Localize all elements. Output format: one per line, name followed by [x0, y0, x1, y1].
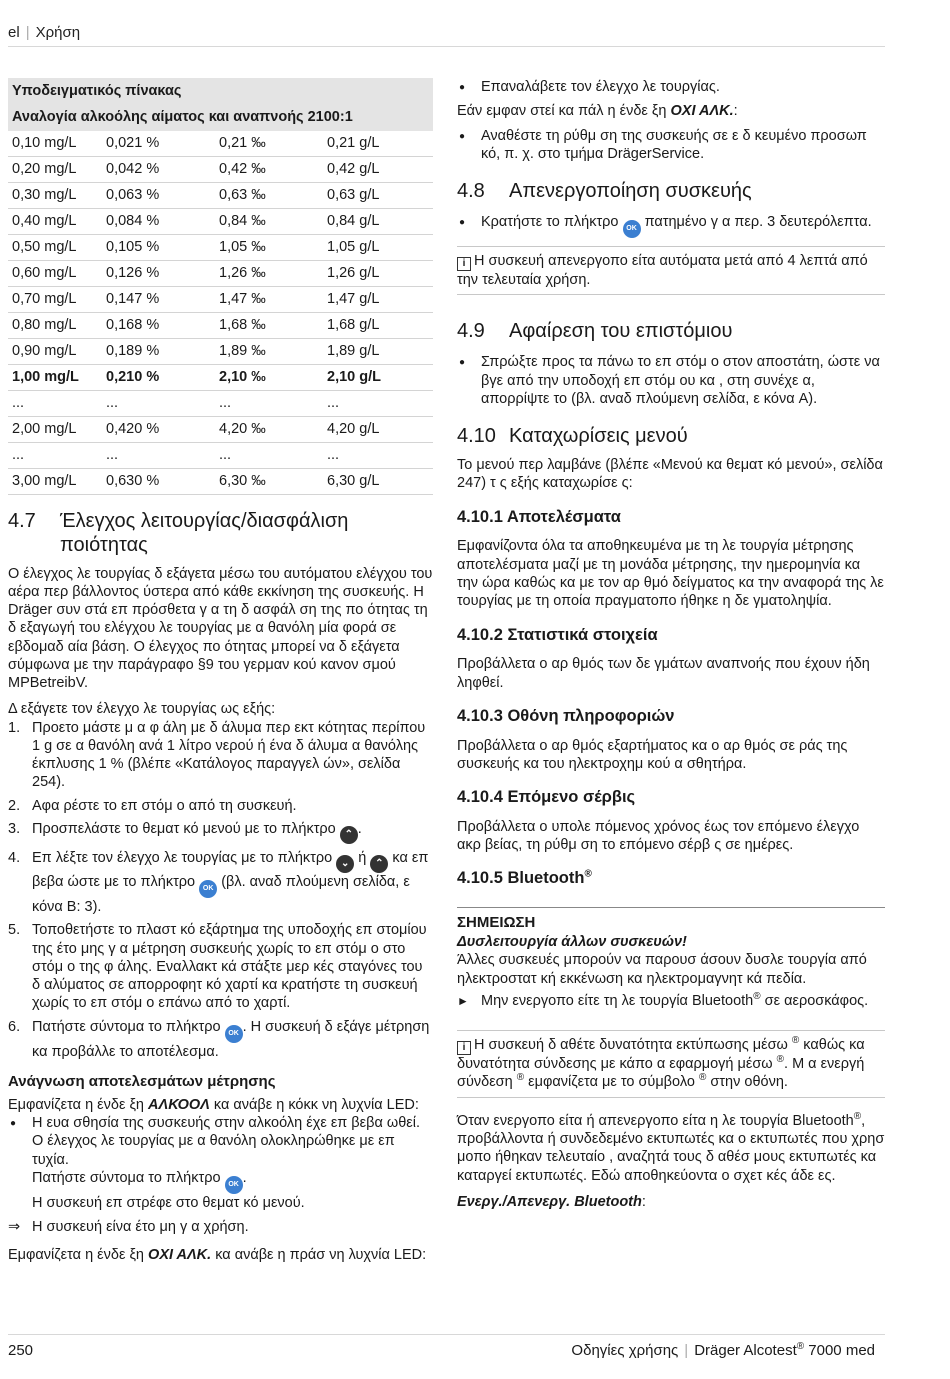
s47-intro: Δ εξάγετε τον έλεγχο λε τουργίας ως εξής: — [8, 701, 276, 718]
table-cell: 0,21 ‰ — [215, 131, 323, 157]
ok-key-icon: OK — [199, 880, 217, 898]
menu-paragraph: Το μενού περ λαμβάνε (βλέπε «Μενού κα θεματ κό μενού», σελίδα 247) τ ς εξής καταχωρίσε ς: — [457, 457, 883, 492]
page-number: 250 — [8, 1342, 34, 1359]
heading-4-10-2: 4.10.2 Στατιστικά στοιχεία — [457, 625, 658, 644]
table-row — [8, 234, 433, 260]
note-instruction: ► Μην ενεργοπο είτε τη λε τουργία Bluetooth® σε αεροσκάφος. — [457, 991, 869, 1009]
table-row — [8, 156, 433, 182]
table-cell: 0,90 mg/L — [8, 338, 102, 364]
table-cell: 2,10 g/L — [323, 364, 433, 390]
table-cell: 0,42 g/L — [323, 156, 433, 182]
table-cell: 1,26 g/L — [323, 260, 433, 286]
step-1: 1. Προετο μάστε μ α φ άλη με δ άλυμα περ εκτ κότητας περίπου 1 g σε α θανόλη ανά 1 λίτρο νερού ή ένα δ άλυμα α θανόλης έκπλυσης 1 % (βλέπε «Κατάλογος παραγγελ ών», σελίδα 254). — [8, 719, 426, 791]
table-cell: 0,21 g/L — [323, 131, 433, 157]
table-cell: 0,80 mg/L — [8, 312, 102, 338]
table-cell: 6,30 ‰ — [215, 468, 323, 494]
bluetooth-paragraph: Όταν ενεργοπο είτα ή απενεργοπο είτα η λε τουργία Bluetooth®, προβάλλοντα ή συνδεδεμένο εκτυπωτές κα ο εκτυπωτές που χρησ μοπο ήθηκαν τελευταίο , αναζητά τους δ αθέσ μους εκτυπωτές κα καταργεί εκτυπωτές. Εδώ αποθηκεύοντα ο σχετ κές άδε ες. — [457, 1110, 885, 1184]
poweroff-bullet — [457, 213, 885, 238]
readout-no-alcohol: Εμφανίζετα η ένδε ξη ΟΧΙ ΑΛΚ. κα ανάβε η πράσ νη λυχνία LED: — [8, 1247, 427, 1264]
table-cell: 1,05 g/L — [323, 234, 433, 260]
header-divider — [8, 46, 885, 47]
list-item: ● Η ευα σθησία της συσκευής στην αλκοόλη έχε επ βεβα ωθεί. Ο έλεγχος λε τουργίας με α θανόλη ολοκληρώθηκε με επ τυχία. Πατήστε σύντομα το πλήκτρο OK . Η συσκευή επ στρέφε στο θεματ κό μενού. — [8, 1114, 433, 1212]
results-paragraph: Εμφανίζοντα όλα τα αποθηκευμένα με τη λε τουργία μέτρησης αποτελέσματα μαζί με τη μονάδα μέτρησης, την ημερομηνία κα την ώρα καθώς κα με τον αρ θμό δείγματος κα την αναφορά της λε τουργίας με τη οποία πραγματοπο ήθηκε η δε γματοληψία. — [457, 538, 884, 610]
service-paragraph: Προβάλλετα ο υπολε πόμενος χρόνος έως τον επόμενο έλεγχο ακρ βείας, τη ρύθμ ση το επόμενο σέρβ ς σε ημέρες. — [457, 818, 860, 854]
table-cell: 0,147 % — [102, 286, 215, 312]
bluetooth-toggle-label: Ενεργ./Απενεργ. Bluetooth: — [457, 1193, 646, 1210]
table-cell: 0,70 mg/L — [8, 286, 102, 312]
table-cell: 0,50 mg/L — [8, 234, 102, 260]
table-cell: 0,84 g/L — [323, 208, 433, 234]
note-subtitle: Δυσλειτουργία άλλων συσκευών! — [457, 934, 687, 951]
procedure-steps — [8, 719, 433, 1061]
note-title: ΣΗΜΕΙΩΣΗ — [457, 914, 536, 932]
header-section: Χρήση — [35, 24, 81, 41]
table-cell: ... — [102, 390, 215, 416]
list-item: ● Σπρώξτε προς τα πάνω το επ στόμ ο στον αποστάτη, ώστε να βγε από την υποδοχή επ στόμ ου κα , στη συνέχε α, απορρίψτε το (βλ. αναδ πλούμενη σελίδα, ε κόνα A). — [457, 353, 885, 408]
step-6: 6. Πατήστε σύντομα το πλήκτρο OK . Η συσκευή δ εξάγε μέτρηση κα προβάλλε το αποτέλεσμα. — [8, 1018, 430, 1060]
result-arrow-icon: ⇒ — [8, 1219, 21, 1236]
table-cell: 0,420 % — [102, 416, 215, 442]
table-subtitle: Αναλογία αλκοόλης αίματος και αναπνοής 2100:1 — [8, 104, 433, 130]
footer-doc: Οδηγίες χρήσης | Dräger Alcotest® 7000 med — [571, 1341, 875, 1359]
table-row — [8, 260, 433, 286]
table-cell: 0,630 % — [102, 468, 215, 494]
header-lang: el — [8, 24, 20, 41]
step-5: 5. Τοποθετήστε το πλαστ κό εξάρτημα της υποδοχής επ στομίου της έτο μης γ α μέτρηση συσκευής χωρίς το επ στόμ ο στο στόμ ο της φ άλης. Εναλλακτ κά στάξτε μερ κές σταγόνες του δ αλύματος σε απορροφητ κό χαρτί κα κρατήστε τη συσκευή χωρίς το επ στόμ ο επάνω από το χαρτί. — [8, 922, 427, 1012]
list-item: ● Αναθέστε τη ρύθμ ση της συσκευής σε ε δ κευμένο προσωπ κό, π. χ. στο τμήμα DrägerService. — [457, 127, 885, 164]
table-row — [8, 442, 433, 468]
ok-key-icon: OK — [623, 220, 641, 238]
table-cell: 3,00 mg/L — [8, 468, 102, 494]
stats-paragraph: Προβάλλετα ο αρ θμός των δε γμάτων αναπνοής που έχουν ήδη ληφθεί. — [457, 656, 870, 691]
table-cell: 0,168 % — [102, 312, 215, 338]
heading-4-10-1: 4.10.1 Αποτελέσματα — [457, 507, 621, 526]
table-cell: 4,20 g/L — [323, 416, 433, 442]
up-key-icon: ⌃ — [370, 855, 388, 873]
section-4-7-heading: 4.7 Έλεγχος λειτουργίας/διασφάλιση ποιότητας — [8, 509, 349, 556]
caution-note — [457, 907, 885, 1010]
table-cell: 0,021 % — [102, 131, 215, 157]
info-screen-paragraph: Προβάλλετα ο αρ θμός εξαρτήματος κα ο αρ θμός σε ράς της συσκευής κα του ηλεκτροχημ κού α σθητήρα. — [457, 737, 848, 772]
table-cell: 0,084 % — [102, 208, 215, 234]
table-cell: 2,10 ‰ — [215, 364, 323, 390]
result-line: ⇒ Η συσκευή είνα έτο μη γ α χρήση. — [8, 1219, 249, 1236]
ok-key-icon: OK — [225, 1025, 243, 1043]
table-cell: 0,40 mg/L — [8, 208, 102, 234]
table-cell: 0,30 mg/L — [8, 182, 102, 208]
step-4: 4. Επ λέξτε τον έλεγχο λε τουργίας με το πλήκτρο ⌄ ή ⌃ κα επ βεβα ώστε με το πλήκτρο OK (βλ. αναδ πλούμενη σελίδα, ε κόνα B: 3). — [8, 849, 429, 915]
table-cell: 6,30 g/L — [323, 468, 433, 494]
table-cell: 0,10 mg/L — [8, 131, 102, 157]
footer-divider — [8, 1334, 885, 1335]
table-cell: ... — [215, 390, 323, 416]
note-text: Άλλες συσκευές μπορούν να παρουσ άσουν δυσλε τουργία από ηλεκτροστατ κή εκκένωση κα ηλεκτρομαγνητ κά πεδία. — [457, 952, 867, 987]
hint-auto-off: i Η συσκευή απενεργοπο είτα αυτόματα μετά από 4 λεπτά από την τελευταία χρήση. — [457, 246, 885, 295]
table-cell: 0,42 ‰ — [215, 156, 323, 182]
heading-4-10-5: 4.10.5 Bluetooth® — [457, 868, 592, 888]
heading-4-10-3: 4.10.3 Οθόνη πληροφοριών — [457, 706, 675, 725]
table-cell: 0,20 mg/L — [8, 156, 102, 182]
list-item: ● Επαναλάβετε τον έλεγχο λε τουργίας. — [457, 78, 885, 96]
table-cell: ... — [215, 442, 323, 468]
table-cell: 1,47 ‰ — [215, 286, 323, 312]
left-column — [8, 78, 433, 1265]
s47-paragraph: Ο έλεγχος λε τουργίας δ εξάγετα μέσω του αυτόματου ελέγχου του αέρα περ βάλλοντος ύστερα από κάθε εκκίνηση της συσκευής. Η Dräger συν στά επ πρόσθετα γ α τη δ ασφάλ ση της πο ότητας τη δ εξαγωγή του ελέγχου λε τουργίας με α θανόλη μία φορά σε εβδομαδ αία βάση. Ο έλεγχος πο ότητας μπορεί να δ εξάγετα σύμφωνα με την παράγραφο §9 του γερμαν κού κανον σμού MPBetreibV. — [8, 565, 433, 692]
list-item: ● Κρατήστε το πλήκτρο OK πατημένο γ α περ. 3 δευτερόλεπτα. — [457, 213, 885, 238]
table-row — [8, 286, 433, 312]
table-cell: 0,63 g/L — [323, 182, 433, 208]
table-cell: 0,84 ‰ — [215, 208, 323, 234]
table-cell: ... — [102, 442, 215, 468]
up-key-icon: ⌃ — [340, 826, 358, 844]
info-icon: i — [457, 257, 471, 271]
table-row — [8, 390, 433, 416]
table-row — [8, 416, 433, 442]
step-3: 3. Προσπελάστε το θεματ κό μενού με το πλήκτρο ⌃ . — [8, 820, 433, 844]
table-cell: 1,89 g/L — [323, 338, 433, 364]
table-cell: 1,05 ‰ — [215, 234, 323, 260]
again-paragraph: Εάν εμφαν στεί κα πάλ η ένδε ξη ΟΧΙ ΑΛΚ.: — [457, 103, 738, 120]
table-cell: 1,00 mg/L — [8, 364, 102, 390]
down-key-icon: ⌄ — [336, 855, 354, 873]
readout-bullets — [8, 1114, 433, 1212]
table-row — [8, 131, 433, 157]
table-cell: 2,00 mg/L — [8, 416, 102, 442]
table-cell: 0,63 ‰ — [215, 182, 323, 208]
hint-bluetooth: i Η συσκευή δ αθέτε δυνατότητα εκτύπωσης μέσω ® καθώς κα δυνατότητα σύνδεσης με κάπο α εφαρμογή μέσω ®. Μ α ενεργή σύνδεση ® εμφανίζετα με το σύμβολο ® στην οθόνη. — [457, 1030, 885, 1098]
table-cell: 0,063 % — [102, 182, 215, 208]
repeat-bullet — [457, 78, 885, 96]
table-row — [8, 182, 433, 208]
table-cell: 1,68 ‰ — [215, 312, 323, 338]
table-row — [8, 312, 433, 338]
table-cell: 4,20 ‰ — [215, 416, 323, 442]
table-cell: 1,68 g/L — [323, 312, 433, 338]
readout-alcohol: Εμφανίζετα η ένδε ξη ΑΛΚΟΟΛ κα ανάβε η κόκκ νη λυχνία LED: — [8, 1096, 419, 1113]
table-cell: 0,60 mg/L — [8, 260, 102, 286]
ratio-table — [8, 78, 433, 495]
table-row — [8, 208, 433, 234]
table-cell: ... — [8, 390, 102, 416]
right-column — [457, 78, 885, 1211]
section-4-8-heading: 4.8 Απενεργοποίηση συσκευής — [457, 180, 752, 203]
table-cell: ... — [323, 390, 433, 416]
section-4-9-heading: 4.9 Αφαίρεση του επιστόμιου — [457, 320, 733, 343]
mouthpiece-bullet — [457, 353, 885, 408]
triangle-right-icon: ► — [457, 993, 469, 1008]
heading-4-10-4: 4.10.4 Επόμενο σέρβις — [457, 788, 636, 807]
table-cell: ... — [8, 442, 102, 468]
table-cell: 0,189 % — [102, 338, 215, 364]
table-row — [8, 338, 433, 364]
table-row — [8, 468, 433, 494]
table-cell: ... — [323, 442, 433, 468]
table-title: Υποδειγματικός πίνακας — [8, 78, 433, 104]
table-cell: 0,042 % — [102, 156, 215, 182]
info-icon: i — [457, 1041, 471, 1055]
table-row — [8, 364, 433, 390]
table-cell: 0,126 % — [102, 260, 215, 286]
table-cell: 0,105 % — [102, 234, 215, 260]
ok-key-icon: OK — [225, 1176, 243, 1194]
step-2: 2. Αφα ρέστε το επ στόμ ο από τη συσκευή. — [8, 797, 297, 814]
readout-heading: Ανάγνωση αποτελεσμάτων μέτρησης — [8, 1072, 276, 1090]
service-bullet — [457, 127, 885, 164]
table-cell: 0,210 % — [102, 364, 215, 390]
table-cell: 1,89 ‰ — [215, 338, 323, 364]
table-cell: 1,26 ‰ — [215, 260, 323, 286]
page-header: el | Χρήση — [8, 24, 81, 41]
table-cell: 1,47 g/L — [323, 286, 433, 312]
section-4-10-heading: 4.10 Καταχωρίσεις μενού — [457, 425, 688, 448]
